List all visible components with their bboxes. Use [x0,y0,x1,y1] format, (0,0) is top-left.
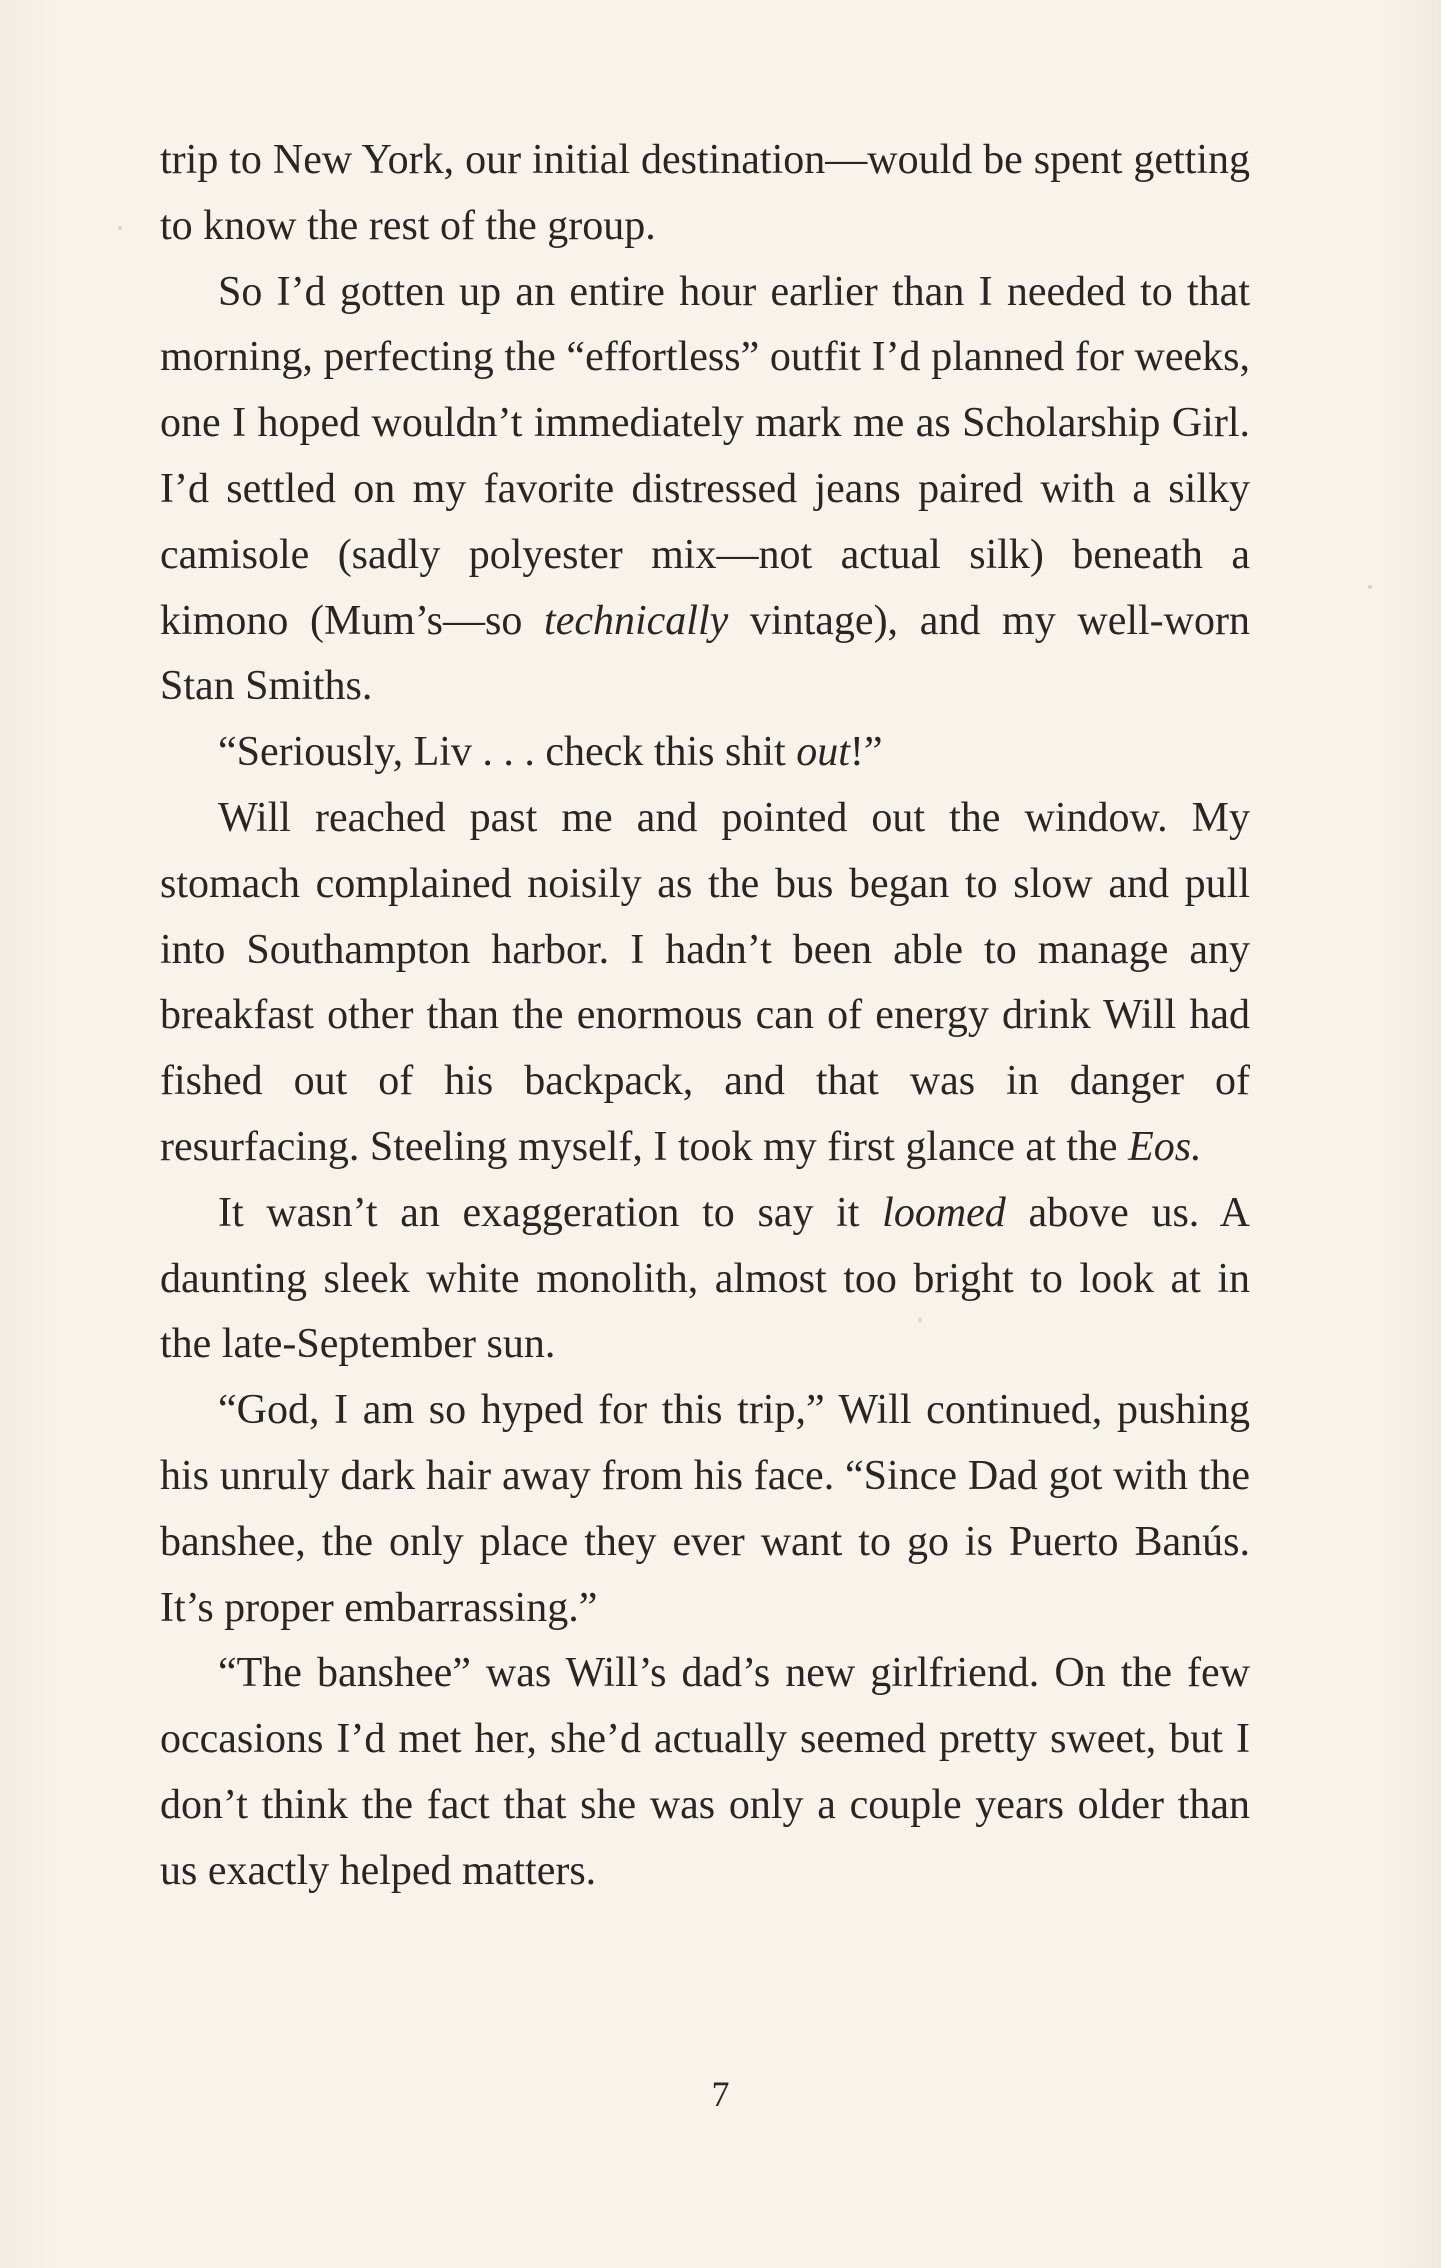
italic-segment: Eos. [1128,1123,1202,1170]
italic-segment: out [796,729,850,776]
text-segment: “Seriously, Liv . . . check this shit [218,729,797,776]
paragraph-5 [160,1181,1250,1378]
text-segment: “God, I am so hyped for this trip,” Will continued, pushing his unruly dark hair away from his face. “Since Dad got with the banshee, the only place they ever want to go is Puerto Banús. It’s proper embarrassing.” [160,1387,1250,1631]
body-text [160,128,1250,1905]
paper-speck [1368,585,1372,589]
paragraph-1 [160,128,1250,260]
text-segment: It wasn’t an exaggeration to say it [218,1189,883,1236]
italic-segment: loomed [882,1189,1006,1236]
text-segment: Will reached past me and pointed out the window. My stomach complained noisily as the bus began to slow and pull into Southampton harbor. I hadn’t been able to manage any breakfast other than the enormous can of energy drink Will had fished out of his backpack, and that was in danger of resurfacing. Steeling myself, I took my first glance at the [160,794,1250,1170]
text-segment: above us. A daunting sleek white monolith, almost too bright to look at in the late-September sun. [160,1189,1250,1368]
text-segment: !” [849,729,883,776]
italic-segment: technically [544,597,729,644]
text-segment: So I’d gotten up an entire hour earlier than I needed to that morning, perfecting the “effortless” outfit I’d planned for weeks, one I hoped wouldn’t immediately mark me as Scholarship Girl. I’d settled on my favorite distressed jeans paired with a silky camisole (sadly polyester mix—not actual silk) beneath a kimono (Mum’s—so [160,268,1250,644]
paragraph-6 [160,1378,1250,1641]
page-number: 7 [711,2074,730,2114]
paper-speck [918,1318,922,1322]
text-segment: trip to New York, our initial destination—would be spent getting to know the rest of the group. [160,137,1250,249]
text-segment: “The banshee” was Will’s dad’s new girlfriend. On the few occasions I’d met her, she’d actually seemed pretty sweet, but I don’t think the fact that she was only a couple years older than us exactly helped matters. [160,1650,1250,1894]
paragraph-4 [160,786,1250,1181]
paragraph-3 [160,720,1250,786]
paragraph-2 [160,260,1250,721]
paper-speck [118,226,122,230]
paragraph-7 [160,1641,1250,1904]
text-segment: vintage), and my well-worn Stan Smiths. [160,597,1250,710]
